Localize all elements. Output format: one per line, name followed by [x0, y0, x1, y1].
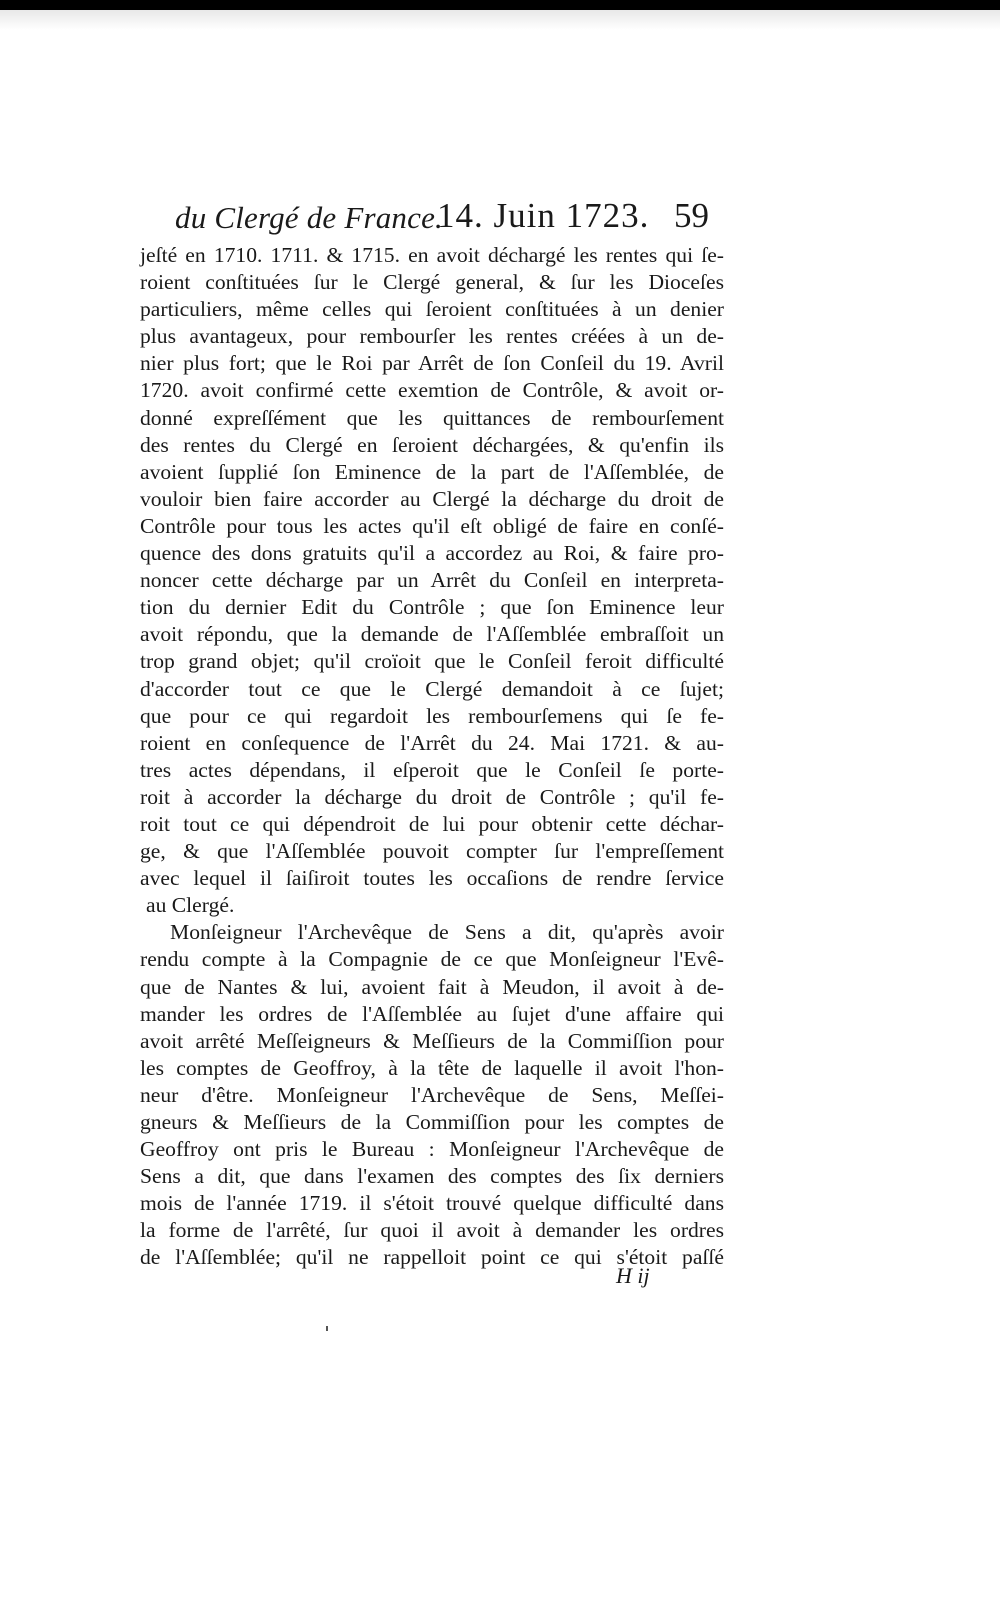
text-line: donné expreſſément que les quittances de rembourſement — [140, 405, 724, 430]
scan-top-shadow — [0, 10, 1000, 30]
paper-speck — [326, 1326, 328, 1331]
text-line: que pour ce qui regardoit les rembourſemens qui ſe fe- — [140, 703, 724, 728]
text-line: particuliers, même celles qui ſeroient conſtituées à un denier — [140, 297, 724, 322]
text-line: rendu compte à la Compagnie de ce que Monſeigneur l'Evê- — [140, 947, 724, 972]
text-line: roient conſtituées ſur le Clergé general, & ſur les Dioceſes — [140, 270, 724, 295]
paragraph-end-line: au Clergé. — [146, 893, 235, 918]
text-line: la forme de l'arrêté, ſur quoi il avoit à demander les ordres — [140, 1218, 724, 1243]
text-line: vouloir bien faire accorder au Clergé la décharge du droit de — [140, 486, 724, 511]
running-head-title: du Clergé de France. — [175, 200, 443, 235]
text-line: Contrôle pour tous les actes qu'il eſt obligé de faire en conſé- — [140, 513, 724, 538]
text-line: avoit répondu, que la demande de l'Aſſemblée embraſſoit un — [140, 622, 724, 647]
running-head-date: 14. Juin 1723. — [437, 196, 650, 235]
text-line: d'accorder tout ce que le Clergé demandoit à ce ſujet; — [140, 676, 724, 701]
text-line: des rentes du Clergé en ſeroient déchargées, & qu'enfin ils — [140, 432, 724, 457]
text-line: roient en conſequence de l'Arrêt du 24. Mai 1721. & au- — [140, 730, 724, 755]
text-line: jeſté en 1710. 1711. & 1715. en avoit déchargé les rentes qui ſe- — [140, 243, 724, 267]
scan-top-border — [0, 0, 1000, 10]
text-line: 1720. avoit confirmé cette exemtion de Contrôle, & avoit or- — [140, 378, 724, 403]
text-line: de l'Aſſemblée; qu'il ne rappelloit point ce qui s'étoit paſſé — [140, 1245, 724, 1270]
text-line: plus avantageux, pour rembourſer les rentes créées à un de- — [140, 324, 724, 349]
text-line: avoit arrêté Meſſeigneurs & Meſſieurs de la Commiſſion pour — [140, 1028, 724, 1053]
text-line: tres actes dépendans, il eſperoit que le Conſeil ſe porte- — [140, 757, 724, 782]
text-line: mois de l'année 1719. il s'étoit trouvé quelque difficulté dans — [140, 1191, 724, 1216]
text-line: Geoffroy ont pris le Bureau : Monſeigneur l'Archevêque de — [140, 1137, 724, 1162]
text-line: roit tout ce qui dépendroit de lui pour obtenir cette déchar- — [140, 811, 724, 836]
text-line: ge, & que l'Aſſemblée pouvoit compter ſur l'empreſſement — [140, 839, 724, 864]
page-number: 59 — [674, 196, 709, 235]
text-line: que de Nantes & lui, avoient fait à Meudon, il avoit à de- — [140, 974, 724, 999]
text-line: mander les ordres de l'Aſſemblée au ſujet d'une affaire qui — [140, 1001, 724, 1026]
paragraph-start-line: Monſeigneur l'Archevêque de Sens a dit, qu'après avoir — [170, 920, 724, 945]
body-text — [140, 242, 724, 1272]
text-line: les comptes de Geoffroy, à la tête de laquelle il avoit l'hon- — [140, 1055, 724, 1080]
running-head — [175, 196, 715, 246]
text-line: tion du dernier Edit du Contrôle ; que ſon Eminence leur — [140, 595, 724, 620]
text-line: Sens a dit, que dans l'examen des comptes des ſix derniers — [140, 1164, 724, 1189]
signature-mark: H ij — [616, 1263, 650, 1288]
text-line: neur d'être. Monſeigneur l'Archevêque de Sens, Meſſei- — [140, 1082, 724, 1107]
text-line: noncer cette décharge par un Arrêt du Conſeil en interpreta- — [140, 568, 724, 593]
text-line: nier plus fort; que le Roi par Arrêt de ſon Conſeil du 19. Avril — [140, 351, 724, 376]
text-line: avec lequel il ſaiſiroit toutes les occaſions de rendre ſervice — [140, 866, 724, 891]
text-line: avoient ſupplié ſon Eminence de la part de l'Aſſemblée, de — [140, 459, 724, 484]
text-line: quence des dons gratuits qu'il a accordez au Roi, & faire pro- — [140, 541, 724, 566]
text-line: gneurs & Meſſieurs de la Commiſſion pour les comptes de — [140, 1110, 724, 1134]
text-line: roit à accorder la décharge du droit de Contrôle ; qu'il fe- — [140, 784, 724, 809]
text-line: trop grand objet; qu'il croïoit que le Conſeil feroit difficulté — [140, 649, 724, 674]
